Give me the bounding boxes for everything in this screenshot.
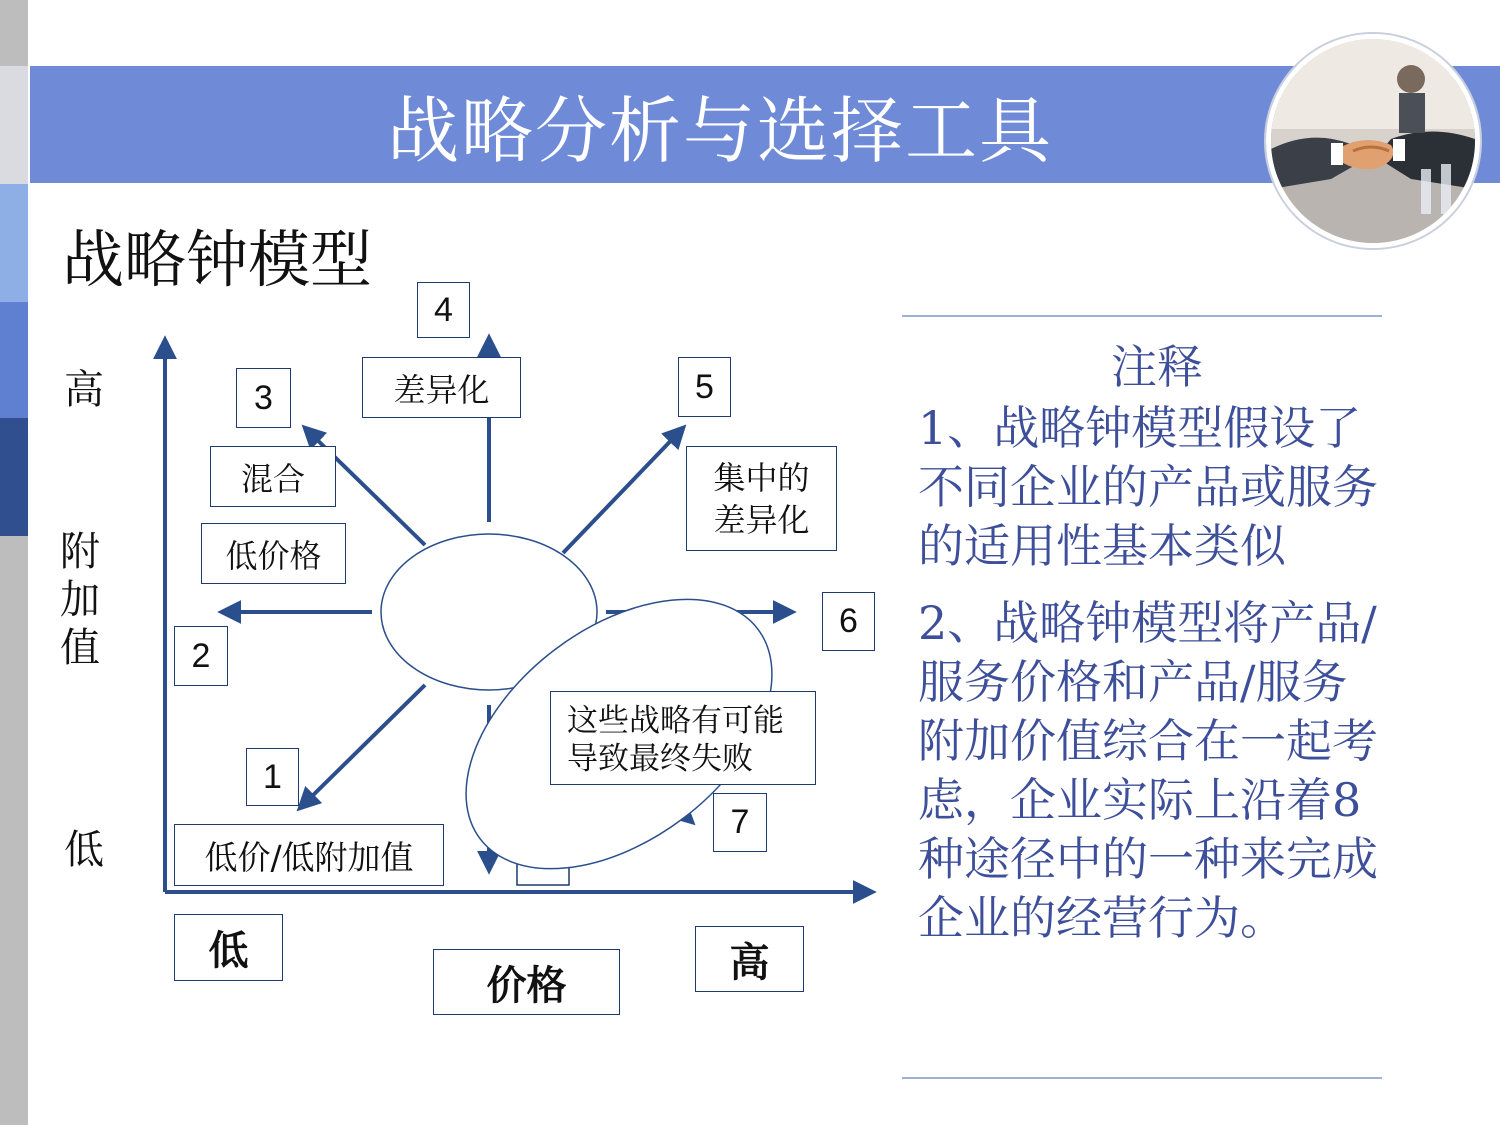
notes-title: 注释 — [1111, 340, 1203, 394]
route-number-5: 5 — [678, 357, 731, 417]
failure-note: 这些战略有可能 导致最终失败 — [550, 691, 816, 785]
x-label-high: 高 — [695, 926, 804, 992]
slide-title: 战略分析与选择工具 — [386, 88, 1053, 173]
route-number-4: 4 — [417, 282, 470, 338]
note-paragraph-1: 1、战略钟模型假设了不同企业的产品或服务的适用性基本类似 — [918, 401, 1378, 573]
notes-panel — [902, 315, 1382, 1079]
route-label-1: 低价/低附加值 — [174, 824, 444, 886]
route-arrow-1 — [300, 685, 425, 808]
route-number-1: 1 — [246, 748, 299, 806]
route-number-7: 7 — [713, 793, 767, 852]
x-label-price: 价格 — [433, 949, 620, 1015]
route-arrow-5 — [563, 428, 683, 553]
route-number-2: 2 — [174, 626, 228, 686]
route-number-3: 3 — [236, 368, 291, 428]
y-label-low: 低 — [64, 827, 104, 873]
route-label-5: 集中的 差异化 — [686, 446, 837, 551]
note-paragraph-2: 2、战略钟模型将产品/服务价格和产品/服务附加价值综合在一起考虑，企业实际上沿着8种途径中的一种来完成企业的经营行为。 — [918, 596, 1378, 945]
section-subtitle: 战略钟模型 — [62, 223, 373, 296]
route-label-4: 差异化 — [362, 357, 521, 418]
route-label-2: 低价格 — [201, 523, 346, 584]
route-number-6: 6 — [822, 592, 875, 651]
x-label-low: 低 — [174, 914, 283, 981]
route-label-3: 混合 — [210, 446, 336, 507]
y-label-value-added: 附 加 值 — [60, 529, 100, 671]
y-label-high: 高 — [64, 367, 104, 413]
